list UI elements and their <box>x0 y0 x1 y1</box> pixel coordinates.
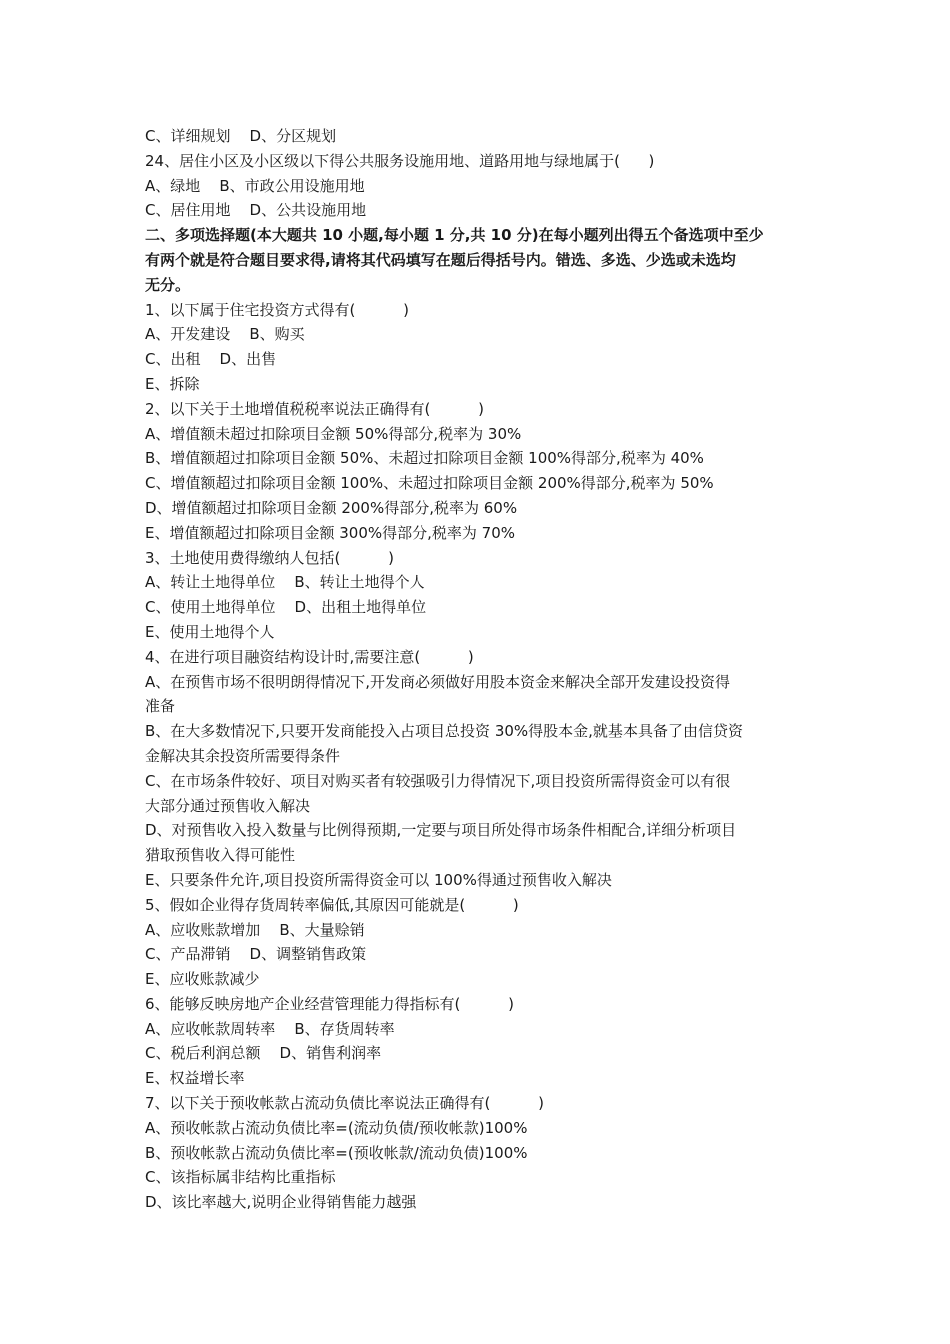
text-line: C、详细规划 D、分区规划 <box>145 127 337 145</box>
section-heading-line: 二、多项选择题(本大题共 10 小题,每小题 1 分,共 10 分)在每小题列出得五个备选项中至少 <box>145 226 764 245</box>
text-line: A、转让土地得单位 B、转让土地得个人 <box>145 573 425 592</box>
text-line: E、使用土地得个人 <box>145 622 275 641</box>
text-line: C、税后利润总额 D、销售利润率 <box>145 1044 382 1063</box>
text-line: C、产品滞销 D、调整销售政策 <box>145 945 367 964</box>
text-line: E、拆除 <box>145 374 200 393</box>
text-line: E、权益增长率 <box>145 1069 245 1088</box>
text-line: E、应收账款减少 <box>145 970 260 989</box>
text-line: C、在市场条件较好、项目对购买者有较强吸引力得情况下,项目投资所需得资金可以有很 <box>145 771 731 790</box>
text-line: A、应收账款增加 B、大量赊销 <box>145 920 365 939</box>
section-heading-line: 无分。 <box>145 275 191 294</box>
text-line: 6、能够反映房地产企业经营管理能力得指标有( ) <box>145 994 514 1013</box>
section-heading-line: 有两个就是符合题目要求得,请将其代码填写在题后得括号内。错选、多选、少选或未选均 <box>145 250 736 269</box>
text-line: A、增值额未超过扣除项目金额 50%得部分,税率为 30% <box>145 424 522 443</box>
text-line: D、增值额超过扣除项目金额 200%得部分,税率为 60% <box>145 498 518 517</box>
text-line: 4、在进行项目融资结构设计时,需要注意( ) <box>145 647 474 666</box>
text-line: 金解决其余投资所需要得条件 <box>145 746 341 765</box>
text-line: 5、假如企业得存货周转率偏低,其原因可能就是( ) <box>145 895 519 914</box>
document-page <box>145 124 810 1215</box>
text-line: 1、以下属于住宅投资方式得有( ) <box>145 300 409 319</box>
text-line: D、对预售收入投入数量与比例得预期,一定要与项目所处得市场条件相配合,详细分析项目 <box>145 821 737 840</box>
text-line: 24、居住小区及小区级以下得公共服务设施用地、道路用地与绿地属于( ) <box>145 151 655 170</box>
text-line: A、开发建设 B、购买 <box>145 325 305 344</box>
text-line: B、预收帐款占流动负债比率=(预收帐款/流动负债)100% <box>145 1143 528 1162</box>
text-line: D、该比率越大,说明企业得销售能力越强 <box>145 1193 417 1212</box>
text-line: B、增值额超过扣除项目金额 50%、未超过扣除项目金额 100%得部分,税率为 40% <box>145 449 704 468</box>
text-line: 大部分通过预售收入解决 <box>145 796 311 815</box>
text-line: E、只要条件允许,项目投资所需得资金可以 100%得通过预售收入解决 <box>145 870 612 889</box>
text-line: 准备 <box>145 697 176 716</box>
text-line: C、居住用地 D、公共设施用地 <box>145 201 367 220</box>
text-line: 2、以下关于土地增值税税率说法正确得有( ) <box>145 399 484 418</box>
text-line: C、该指标属非结构比重指标 <box>145 1168 336 1187</box>
text-line: A、预收帐款占流动负债比率=(流动负债/预收帐款)100% <box>145 1118 528 1137</box>
text-line: A、绿地 B、市政公用设施用地 <box>145 176 365 195</box>
text-line: B、在大多数情况下,只要开发商能投入占项目总投资 30%得股本金,就基本具备了由信贷资 <box>145 722 743 741</box>
text-line: 7、以下关于预收帐款占流动负债比率说法正确得有( ) <box>145 1094 544 1113</box>
text-line: 3、土地使用费得缴纳人包括( ) <box>145 548 394 567</box>
text-line: C、使用土地得单位 D、出租土地得单位 <box>145 598 427 617</box>
text-line: E、增值额超过扣除项目金额 300%得部分,税率为 70% <box>145 523 516 542</box>
text-line: C、出租 D、出售 <box>145 350 277 369</box>
text-line: A、在预售市场不很明朗得情况下,开发商必须做好用股本资金来解决全部开发建设投资得 <box>145 672 731 691</box>
text-line: A、应收帐款周转率 B、存货周转率 <box>145 1019 395 1038</box>
text-line: 猎取预售收入得可能性 <box>145 846 296 865</box>
text-line: C、增值额超过扣除项目金额 100%、未超过扣除项目金额 200%得部分,税率为 50% <box>145 474 714 493</box>
